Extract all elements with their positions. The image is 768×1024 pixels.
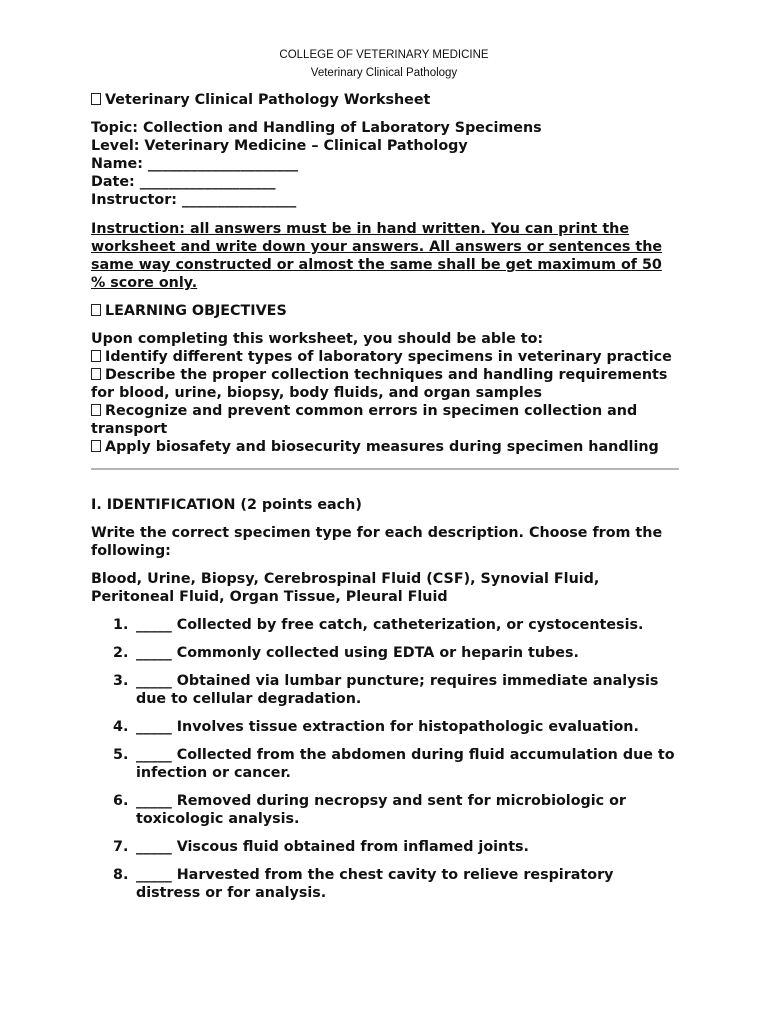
- objective-item: Apply biosafety and biosecurity measures during specimen handling: [91, 438, 681, 456]
- question-item: 7. _____ Viscous fluid obtained from inflamed joints.: [113, 839, 529, 855]
- question-text: _____ Involves tissue extraction for histopathologic evaluation.: [136, 719, 639, 735]
- question-text: _____ Removed during necropsy and sent for microbiologic or toxicologic analysis.: [136, 793, 626, 827]
- document-header: [0, 46, 768, 82]
- question-text: _____ Commonly collected using EDTA or heparin tubes.: [136, 645, 579, 661]
- question-item: 8. _____ Harvested from the chest cavity to relieve respiratory distress or for analysis.: [113, 867, 614, 901]
- instructor-field: Instructor: ________________: [91, 192, 297, 208]
- department-name: Veterinary Clinical Pathology: [310, 67, 458, 79]
- date-field: Date: ___________________: [91, 174, 276, 190]
- question-item: 3. _____ Obtained via lumbar puncture; requires immediate analysis due to cellular degradation.: [113, 673, 659, 707]
- objective-item: Identify different types of laboratory specimens in veterinary practice: [91, 348, 681, 366]
- question-item: 5. _____ Collected from the abdomen during fluid accumulation due to infection or cancer.: [113, 747, 675, 781]
- worksheet-title: Veterinary Clinical Pathology Worksheet: [91, 91, 681, 109]
- question-item: 4. _____ Involves tissue extraction for histopathologic evaluation.: [113, 719, 639, 735]
- objectives-intro: Upon completing this worksheet, you should be able to:: [91, 331, 544, 347]
- box-glyph-icon: [91, 304, 101, 316]
- question-text: _____ Viscous fluid obtained from inflamed joints.: [136, 839, 529, 855]
- box-glyph-icon: [91, 404, 101, 416]
- level-line: Level: Veterinary Medicine – Clinical Pathology: [91, 138, 468, 154]
- objective-item: Describe the proper collection techniques and handling requirements for blood, urine, biopsy, body fluids, and organ samples: [91, 367, 668, 401]
- question-item: 2. _____ Commonly collected using EDTA or heparin tubes.: [113, 645, 579, 661]
- objective-item: Recognize and prevent common errors in specimen collection and transport: [91, 403, 638, 437]
- box-glyph-icon: [91, 350, 101, 362]
- question-item: 1. _____ Collected by free catch, catheterization, or cystocentesis.: [113, 617, 644, 633]
- name-field: Name: _____________________: [91, 156, 299, 172]
- box-glyph-icon: [91, 93, 101, 105]
- question-text: _____ Obtained via lumbar puncture; requires immediate analysis due to cellular degradation.: [136, 673, 659, 707]
- question-text: _____ Harvested from the chest cavity to relieve respiratory distress or for analysis.: [136, 867, 614, 901]
- question-list: [91, 616, 681, 902]
- box-glyph-icon: [91, 440, 101, 452]
- topic-line: Topic: Collection and Handling of Laboratory Specimens: [91, 120, 542, 136]
- question-item: 6. _____ Removed during necropsy and sent for microbiologic or toxicologic analysis.: [113, 793, 626, 827]
- identification-heading: I. IDENTIFICATION (2 points each): [91, 497, 362, 513]
- question-text: _____ Collected by free catch, catheterization, or cystocentesis.: [136, 617, 644, 633]
- question-text: _____ Collected from the abdomen during fluid accumulation due to infection or cancer.: [136, 747, 675, 781]
- identification-prompt: Write the correct specimen type for each description. Choose from the following:: [91, 525, 663, 559]
- choices-list: Blood, Urine, Biopsy, Cerebrospinal Fluid (CSF), Synovial Fluid, Peritoneal Fluid, Organ Tissue, Pleural Fluid: [91, 571, 600, 605]
- college-name: COLLEGE OF VETERINARY MEDICINE: [279, 49, 489, 61]
- worksheet-body: [91, 91, 681, 912]
- instruction-paragraph: Instruction: all answers must be in hand written. You can print the worksheet and write down your answers. All answers or sentences the same way constructed or almost the same shall be get maximum of 50 % score only.: [91, 221, 663, 291]
- box-glyph-icon: [91, 368, 101, 380]
- section-divider: [91, 468, 679, 470]
- objectives-heading: LEARNING OBJECTIVES: [91, 302, 681, 320]
